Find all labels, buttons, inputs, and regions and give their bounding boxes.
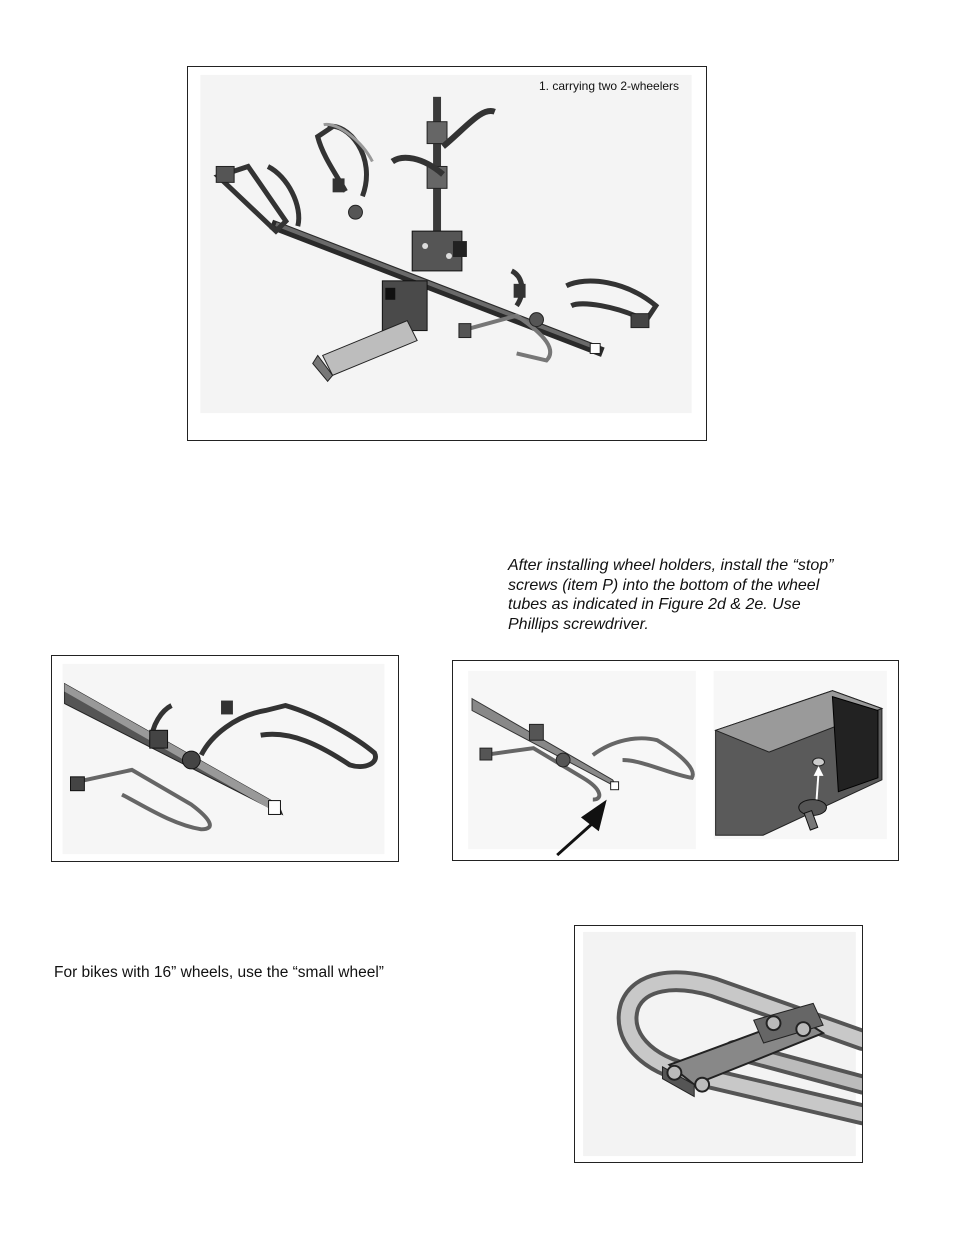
figure-1-rack-overview	[187, 66, 707, 441]
rack-overview-illustration	[188, 67, 706, 440]
instruction-line: screws (item P) into the bottom of the wheel	[508, 576, 820, 594]
figure-1-caption: 1. carrying two 2-wheelers	[539, 79, 680, 93]
wheel-holder-illustration	[52, 656, 398, 861]
instruction-line: After installing wheel holders, install the “stop”	[508, 557, 834, 574]
instruction-line: tubes as indicated in Figure 2d & 2e. Use	[508, 596, 801, 613]
small-wheel-note: For bikes with 16” wheels, use the “small wheel”	[54, 964, 384, 981]
figure-wheel-holder-assembly	[51, 655, 399, 862]
figure-stop-screw-detail	[452, 660, 899, 861]
small-wheel-adapter-illustration	[575, 926, 862, 1162]
instruction-line: Phillips screwdriver.	[508, 615, 649, 633]
stop-screw-instruction	[508, 556, 878, 634]
figure-small-wheel-adapter	[574, 925, 863, 1163]
stop-screw-illustration	[453, 661, 898, 860]
